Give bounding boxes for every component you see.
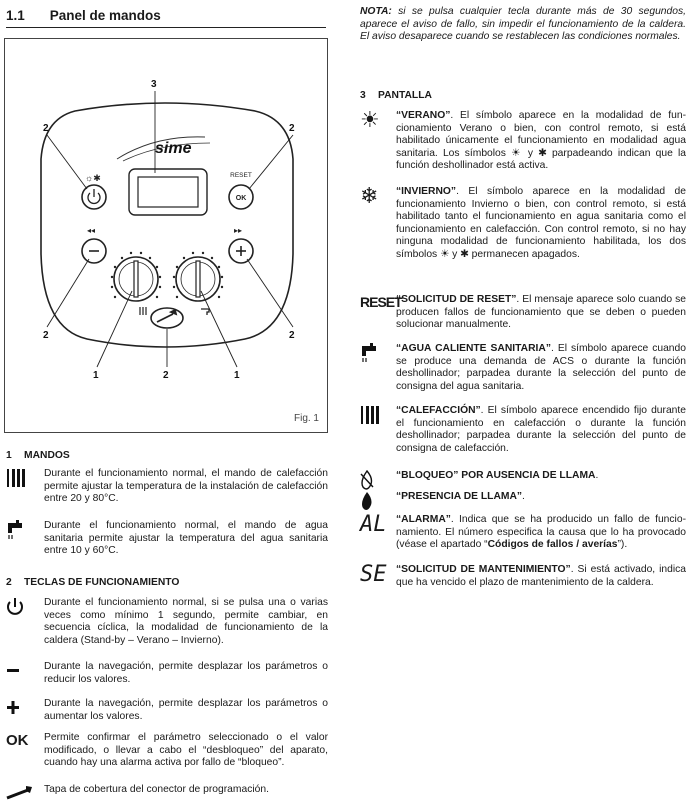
svg-text:2: 2 xyxy=(289,330,295,341)
section-number: 1.1 xyxy=(6,8,25,23)
brand-logo: sime xyxy=(155,140,192,157)
svg-text:3: 3 xyxy=(151,79,157,90)
teclas-item-ok: OK Permite confirmar el parámetro seleccionado o el valor modificado, o llevar a cabo el “desbloqueo” del aparato, cuando hay una alarma activa por fallo de “bloqueo”. xyxy=(6,732,328,769)
section-title xyxy=(6,8,326,28)
pantalla-heading: 3 PANTALLA xyxy=(360,90,432,101)
flame-icon xyxy=(360,491,390,511)
section-heading: Panel de mandos xyxy=(49,8,161,23)
teclas-item-plus: Durante la navegación, permite desplazar los parámetros o aumentar los valores. xyxy=(6,698,328,726)
teclas-item-wrench: Tapa de cobertura del conector de programación. xyxy=(6,782,328,802)
sun-icon: ☀ xyxy=(360,107,380,132)
note-paragraph: NOTA: si se pulsa cualquier tecla durante más de 30 segundos, aparece el aviso de fallo, sin impedir el funcionamiento de la caldera. El aviso desaparece cuando se restablecen las condiciones normales. xyxy=(360,6,686,43)
svg-text:2: 2 xyxy=(43,123,49,134)
svg-text:▸▸: ▸▸ xyxy=(234,226,243,235)
snowflake-icon: ❄ xyxy=(360,183,379,208)
radiator-icon xyxy=(6,468,36,488)
mandos-item-radiator: Durante el funcionamiento normal, el mando de calefacción permite ajustar la temperatura de la instalación de calefacción entre 20 y 80°C. xyxy=(6,468,328,508)
service-icon: SE xyxy=(360,562,387,587)
display-screen xyxy=(138,177,198,207)
mandos-heading: 1 MANDOS xyxy=(6,450,70,461)
svg-text:RESET: RESET xyxy=(230,172,252,179)
teclas-heading: 2 TECLAS DE FUNCIONAMIENTO xyxy=(6,577,180,588)
teclas-item-power: Durante el funcionamiento normal, si se pulsa una o varias veces como mínimo 1 segundo, permite cambiar, en secuencia cíclica, la modalidad de funcionamiento de la caldera (Stand-by – Verano – Invierno). xyxy=(6,597,328,651)
flame-blocked-icon xyxy=(360,470,390,490)
mandos-item-water: Durante el funcionamiento normal, el mando de agua sanitaria permite ajustar la temperatura del agua sanitaria entre 10 y 60°C. xyxy=(6,520,328,560)
alarm-icon: AL xyxy=(360,512,387,537)
wrench-icon xyxy=(6,782,36,802)
svg-text:2: 2 xyxy=(163,370,169,381)
control-panel-figure xyxy=(4,38,328,433)
svg-text:2: 2 xyxy=(289,123,295,134)
svg-text:2: 2 xyxy=(43,330,49,341)
radiator-icon xyxy=(360,405,390,425)
svg-text:1: 1 xyxy=(234,370,240,381)
svg-text:1: 1 xyxy=(93,370,99,381)
power-icon xyxy=(6,597,36,617)
plus-icon xyxy=(6,698,36,718)
tap-icon xyxy=(360,343,390,363)
ok-icon: OK xyxy=(6,732,29,749)
svg-text:◂◂: ◂◂ xyxy=(87,226,96,235)
reset-icon: RESET xyxy=(360,294,402,310)
tap-icon xyxy=(6,520,36,540)
minus-icon xyxy=(6,661,36,681)
svg-text:OK: OK xyxy=(235,195,247,202)
svg-text:☼✱: ☼✱ xyxy=(85,173,101,183)
figure-label: Fig. 1 xyxy=(293,413,319,424)
teclas-item-minus: Durante la navegación, permite desplazar los parámetros o reducir los valores. xyxy=(6,661,328,689)
control-panel-drawing xyxy=(5,39,327,432)
